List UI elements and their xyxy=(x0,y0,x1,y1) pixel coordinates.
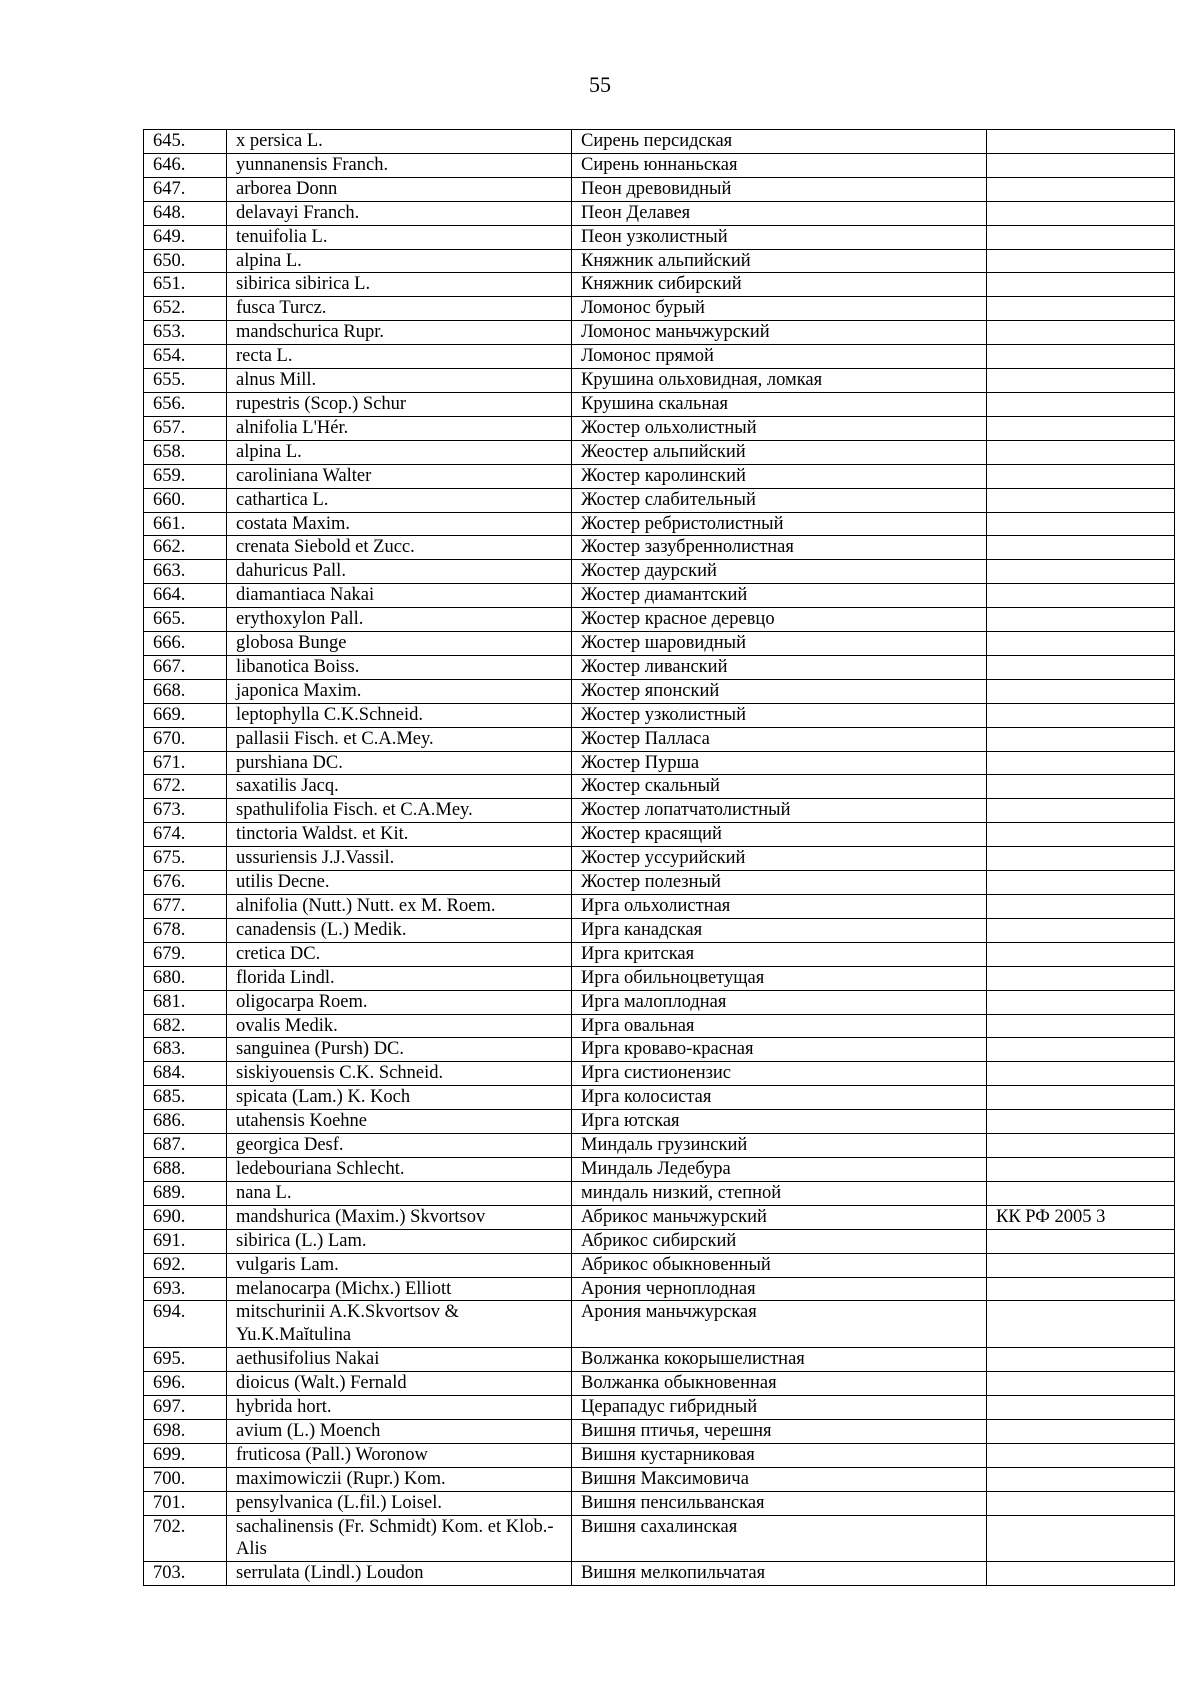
status-note-cell xyxy=(987,1134,1175,1158)
table-row xyxy=(144,1205,1175,1229)
russian-name-cell: Ирга ольхолистная xyxy=(572,895,987,919)
table-row xyxy=(144,895,1175,919)
latin-name-cell: tenuifolia L. xyxy=(227,225,572,249)
latin-name-cell: pensylvanica (L.fil.) Loisel. xyxy=(227,1491,572,1515)
row-number-cell: 692. xyxy=(144,1253,227,1277)
table-row xyxy=(144,321,1175,345)
status-note-cell xyxy=(987,512,1175,536)
table-row xyxy=(144,1562,1175,1586)
status-note-cell xyxy=(987,488,1175,512)
russian-name-cell: Ломонос бурый xyxy=(572,297,987,321)
status-note-cell xyxy=(987,584,1175,608)
status-note-cell xyxy=(987,416,1175,440)
latin-name-cell: avium (L.) Moench xyxy=(227,1419,572,1443)
latin-name-cell: utahensis Koehne xyxy=(227,1110,572,1134)
table-row xyxy=(144,225,1175,249)
latin-name-cell: libanotica Boiss. xyxy=(227,655,572,679)
russian-name-cell: Ирга систионензис xyxy=(572,1062,987,1086)
table-row xyxy=(144,560,1175,584)
table-row xyxy=(144,1014,1175,1038)
row-number-cell: 668. xyxy=(144,679,227,703)
table-row xyxy=(144,1348,1175,1372)
row-number-cell: 682. xyxy=(144,1014,227,1038)
status-note-cell xyxy=(987,1086,1175,1110)
row-number-cell: 683. xyxy=(144,1038,227,1062)
latin-name-cell: sibirica (L.) Lam. xyxy=(227,1229,572,1253)
table-row xyxy=(144,1229,1175,1253)
row-number-cell: 658. xyxy=(144,440,227,464)
status-note-cell xyxy=(987,1157,1175,1181)
row-number-cell: 689. xyxy=(144,1181,227,1205)
latin-name-cell: erythoxylon Pall. xyxy=(227,608,572,632)
status-note-cell xyxy=(987,1253,1175,1277)
russian-name-cell: Миндаль Ледебура xyxy=(572,1157,987,1181)
latin-name-cell: leptophylla C.K.Schneid. xyxy=(227,703,572,727)
status-note-cell xyxy=(987,392,1175,416)
row-number-cell: 669. xyxy=(144,703,227,727)
russian-name-cell: Жостер узколистный xyxy=(572,703,987,727)
status-note-cell xyxy=(987,536,1175,560)
status-note-cell xyxy=(987,751,1175,775)
latin-name-cell: fruticosa (Pall.) Woronow xyxy=(227,1443,572,1467)
status-note-cell xyxy=(987,895,1175,919)
row-number-cell: 686. xyxy=(144,1110,227,1134)
latin-name-cell: costata Maxim. xyxy=(227,512,572,536)
status-note-cell xyxy=(987,201,1175,225)
table-row xyxy=(144,1301,1175,1348)
table-row xyxy=(144,464,1175,488)
table-row xyxy=(144,1443,1175,1467)
russian-name-cell: Ирга овальная xyxy=(572,1014,987,1038)
russian-name-cell: Абрикос маньчжурский xyxy=(572,1205,987,1229)
row-number-cell: 660. xyxy=(144,488,227,512)
table-row xyxy=(144,273,1175,297)
status-note-cell xyxy=(987,153,1175,177)
status-note-cell xyxy=(987,1396,1175,1420)
row-number-cell: 703. xyxy=(144,1562,227,1586)
latin-name-cell: hybrida hort. xyxy=(227,1396,572,1420)
row-number-cell: 700. xyxy=(144,1467,227,1491)
row-number-cell: 696. xyxy=(144,1372,227,1396)
table-row xyxy=(144,1467,1175,1491)
latin-name-cell: tinctoria Waldst. et Kit. xyxy=(227,823,572,847)
latin-name-cell: caroliniana Walter xyxy=(227,464,572,488)
row-number-cell: 677. xyxy=(144,895,227,919)
row-number-cell: 690. xyxy=(144,1205,227,1229)
russian-name-cell: Пеон Делавея xyxy=(572,201,987,225)
row-number-cell: 654. xyxy=(144,345,227,369)
row-number-cell: 685. xyxy=(144,1086,227,1110)
latin-name-cell: delavayi Franch. xyxy=(227,201,572,225)
status-note-cell xyxy=(987,727,1175,751)
latin-name-cell: vulgaris Lam. xyxy=(227,1253,572,1277)
table-row xyxy=(144,345,1175,369)
row-number-cell: 653. xyxy=(144,321,227,345)
latin-name-cell: mitschurinii A.K.Skvortsov & Yu.K.Maĭtulina xyxy=(227,1301,572,1348)
table-row xyxy=(144,727,1175,751)
status-note-cell xyxy=(987,1062,1175,1086)
russian-name-cell: Вишня птичья, черешня xyxy=(572,1419,987,1443)
status-note-cell xyxy=(987,775,1175,799)
table-row xyxy=(144,1181,1175,1205)
latin-name-cell: saxatilis Jacq. xyxy=(227,775,572,799)
status-note-cell xyxy=(987,464,1175,488)
status-note-cell xyxy=(987,1348,1175,1372)
latin-name-cell: pallasii Fisch. et C.A.Mey. xyxy=(227,727,572,751)
russian-name-cell: Жостер Пурша xyxy=(572,751,987,775)
russian-name-cell: Ирга малоплодная xyxy=(572,990,987,1014)
latin-name-cell: alpina L. xyxy=(227,440,572,464)
table-row xyxy=(144,1038,1175,1062)
table-row xyxy=(144,966,1175,990)
row-number-cell: 691. xyxy=(144,1229,227,1253)
latin-name-cell: crenata Siebold et Zucc. xyxy=(227,536,572,560)
status-note-cell xyxy=(987,1562,1175,1586)
row-number-cell: 697. xyxy=(144,1396,227,1420)
table-row xyxy=(144,1491,1175,1515)
table-row xyxy=(144,1372,1175,1396)
russian-name-cell: Арония черноплодная xyxy=(572,1277,987,1301)
table-row xyxy=(144,1134,1175,1158)
latin-name-cell: melanocarpa (Michx.) Elliott xyxy=(227,1277,572,1301)
russian-name-cell: Волжанка кокорышелистная xyxy=(572,1348,987,1372)
latin-name-cell: yunnanensis Franch. xyxy=(227,153,572,177)
table-row xyxy=(144,632,1175,656)
status-note-cell xyxy=(987,679,1175,703)
russian-name-cell: Жостер ребристолистный xyxy=(572,512,987,536)
status-note-cell xyxy=(987,345,1175,369)
status-note-cell xyxy=(987,225,1175,249)
row-number-cell: 652. xyxy=(144,297,227,321)
row-number-cell: 680. xyxy=(144,966,227,990)
row-number-cell: 676. xyxy=(144,871,227,895)
table-row xyxy=(144,201,1175,225)
status-note-cell xyxy=(987,703,1175,727)
table-row xyxy=(144,249,1175,273)
row-number-cell: 656. xyxy=(144,392,227,416)
russian-name-cell: Крушина ольховидная, ломкая xyxy=(572,369,987,393)
species-table xyxy=(143,129,1175,1586)
table-row xyxy=(144,1086,1175,1110)
table-row xyxy=(144,512,1175,536)
russian-name-cell: Вишня сахалинская xyxy=(572,1515,987,1562)
latin-name-cell: oligocarpa Roem. xyxy=(227,990,572,1014)
status-note-cell xyxy=(987,1515,1175,1562)
status-note-cell xyxy=(987,1014,1175,1038)
row-number-cell: 695. xyxy=(144,1348,227,1372)
table-row xyxy=(144,608,1175,632)
russian-name-cell: Жостер каролинский xyxy=(572,464,987,488)
page-number: 55 xyxy=(589,72,611,97)
russian-name-cell: Жостер даурский xyxy=(572,560,987,584)
russian-name-cell: Абрикос обыкновенный xyxy=(572,1253,987,1277)
table-row xyxy=(144,369,1175,393)
table-row xyxy=(144,942,1175,966)
status-note-cell xyxy=(987,321,1175,345)
russian-name-cell: Ирга кроваво-красная xyxy=(572,1038,987,1062)
table-row xyxy=(144,440,1175,464)
latin-name-cell: rupestris (Scop.) Schur xyxy=(227,392,572,416)
status-note-cell xyxy=(987,655,1175,679)
table-row xyxy=(144,655,1175,679)
row-number-cell: 688. xyxy=(144,1157,227,1181)
row-number-cell: 663. xyxy=(144,560,227,584)
status-note-cell xyxy=(987,1491,1175,1515)
latin-name-cell: spicata (Lam.) K. Koch xyxy=(227,1086,572,1110)
row-number-cell: 670. xyxy=(144,727,227,751)
latin-name-cell: serrulata (Lindl.) Loudon xyxy=(227,1562,572,1586)
row-number-cell: 661. xyxy=(144,512,227,536)
latin-name-cell: dahuricus Pall. xyxy=(227,560,572,584)
table-row xyxy=(144,1419,1175,1443)
russian-name-cell: Жостер слабительный xyxy=(572,488,987,512)
table-row xyxy=(144,847,1175,871)
status-note-cell xyxy=(987,297,1175,321)
row-number-cell: 646. xyxy=(144,153,227,177)
russian-name-cell: Абрикос сибирский xyxy=(572,1229,987,1253)
row-number-cell: 662. xyxy=(144,536,227,560)
status-note-cell xyxy=(987,130,1175,154)
latin-name-cell: fusca Turcz. xyxy=(227,297,572,321)
row-number-cell: 693. xyxy=(144,1277,227,1301)
latin-name-cell: mandschurica Rupr. xyxy=(227,321,572,345)
row-number-cell: 659. xyxy=(144,464,227,488)
table-row xyxy=(144,751,1175,775)
row-number-cell: 679. xyxy=(144,942,227,966)
russian-name-cell: миндаль низкий, степной xyxy=(572,1181,987,1205)
status-note-cell xyxy=(987,1467,1175,1491)
table-row xyxy=(144,775,1175,799)
row-number-cell: 665. xyxy=(144,608,227,632)
russian-name-cell: Княжник альпийский xyxy=(572,249,987,273)
table-row xyxy=(144,1277,1175,1301)
russian-name-cell: Ирга ютская xyxy=(572,1110,987,1134)
russian-name-cell: Жостер зазубреннолистная xyxy=(572,536,987,560)
status-note-cell xyxy=(987,177,1175,201)
latin-name-cell: alnifolia L'Hér. xyxy=(227,416,572,440)
table-row xyxy=(144,918,1175,942)
row-number-cell: 678. xyxy=(144,918,227,942)
latin-name-cell: nana L. xyxy=(227,1181,572,1205)
table-row xyxy=(144,679,1175,703)
table-row xyxy=(144,799,1175,823)
latin-name-cell: cretica DC. xyxy=(227,942,572,966)
row-number-cell: 648. xyxy=(144,201,227,225)
latin-name-cell: x persica L. xyxy=(227,130,572,154)
row-number-cell: 673. xyxy=(144,799,227,823)
table-row xyxy=(144,703,1175,727)
row-number-cell: 674. xyxy=(144,823,227,847)
russian-name-cell: Сирень юннаньская xyxy=(572,153,987,177)
row-number-cell: 694. xyxy=(144,1301,227,1348)
latin-name-cell: spathulifolia Fisch. et C.A.Mey. xyxy=(227,799,572,823)
latin-name-cell: dioicus (Walt.) Fernald xyxy=(227,1372,572,1396)
latin-name-cell: florida Lindl. xyxy=(227,966,572,990)
row-number-cell: 655. xyxy=(144,369,227,393)
status-note-cell xyxy=(987,823,1175,847)
latin-name-cell: siskiyouensis C.K. Schneid. xyxy=(227,1062,572,1086)
latin-name-cell: maximowiczii (Rupr.) Kom. xyxy=(227,1467,572,1491)
russian-name-cell: Пеон узколистный xyxy=(572,225,987,249)
latin-name-cell: ledebouriana Schlecht. xyxy=(227,1157,572,1181)
russian-name-cell: Церападус гибридный xyxy=(572,1396,987,1420)
latin-name-cell: alnus Mill. xyxy=(227,369,572,393)
row-number-cell: 667. xyxy=(144,655,227,679)
russian-name-cell: Сирень персидская xyxy=(572,130,987,154)
status-note-cell xyxy=(987,249,1175,273)
russian-name-cell: Жостер скальный xyxy=(572,775,987,799)
row-number-cell: 650. xyxy=(144,249,227,273)
russian-name-cell: Вишня пенсильванская xyxy=(572,1491,987,1515)
table-row xyxy=(144,1062,1175,1086)
latin-name-cell: mandshurica (Maxim.) Skvortsov xyxy=(227,1205,572,1229)
table-row xyxy=(144,1157,1175,1181)
latin-name-cell: diamantiaca Nakai xyxy=(227,584,572,608)
russian-name-cell: Вишня Максимовича xyxy=(572,1467,987,1491)
row-number-cell: 664. xyxy=(144,584,227,608)
latin-name-cell: ovalis Medik. xyxy=(227,1014,572,1038)
russian-name-cell: Вишня мелкопильчатая xyxy=(572,1562,987,1586)
russian-name-cell: Пеон древовидный xyxy=(572,177,987,201)
status-note-cell xyxy=(987,1110,1175,1134)
row-number-cell: 684. xyxy=(144,1062,227,1086)
russian-name-cell: Вишня кустарниковая xyxy=(572,1443,987,1467)
status-note-cell xyxy=(987,918,1175,942)
latin-name-cell: cathartica L. xyxy=(227,488,572,512)
status-note-cell xyxy=(987,1419,1175,1443)
table-row xyxy=(144,177,1175,201)
status-note-cell xyxy=(987,440,1175,464)
table-row xyxy=(144,416,1175,440)
russian-name-cell: Жостер уссурийский xyxy=(572,847,987,871)
russian-name-cell: Жостер ливанский xyxy=(572,655,987,679)
latin-name-cell: utilis Decne. xyxy=(227,871,572,895)
russian-name-cell: Ирга обильноцветущая xyxy=(572,966,987,990)
row-number-cell: 699. xyxy=(144,1443,227,1467)
russian-name-cell: Жостер полезный xyxy=(572,871,987,895)
russian-name-cell: Жостер ольхолистный xyxy=(572,416,987,440)
table-row xyxy=(144,1253,1175,1277)
russian-name-cell: Жостер Палласа xyxy=(572,727,987,751)
status-note-cell xyxy=(987,966,1175,990)
table-row xyxy=(144,1110,1175,1134)
status-note-cell: КК РФ 2005 3 xyxy=(987,1205,1175,1229)
latin-name-cell: sanguinea (Pursh) DC. xyxy=(227,1038,572,1062)
latin-name-cell: sachalinensis (Fr. Schmidt) Kom. et Klob.-Alis xyxy=(227,1515,572,1562)
row-number-cell: 687. xyxy=(144,1134,227,1158)
latin-name-cell: aethusifolius Nakai xyxy=(227,1348,572,1372)
row-number-cell: 647. xyxy=(144,177,227,201)
status-note-cell xyxy=(987,942,1175,966)
table-row xyxy=(144,1396,1175,1420)
russian-name-cell: Ирга канадская xyxy=(572,918,987,942)
table-row xyxy=(144,297,1175,321)
latin-name-cell: alpina L. xyxy=(227,249,572,273)
status-note-cell xyxy=(987,1229,1175,1253)
status-note-cell xyxy=(987,369,1175,393)
latin-name-cell: sibirica sibirica L. xyxy=(227,273,572,297)
latin-name-cell: purshiana DC. xyxy=(227,751,572,775)
russian-name-cell: Жостер шаровидный xyxy=(572,632,987,656)
latin-name-cell: georgica Desf. xyxy=(227,1134,572,1158)
status-note-cell xyxy=(987,1443,1175,1467)
status-note-cell xyxy=(987,1181,1175,1205)
row-number-cell: 651. xyxy=(144,273,227,297)
row-number-cell: 672. xyxy=(144,775,227,799)
status-note-cell xyxy=(987,632,1175,656)
russian-name-cell: Жостер красящий xyxy=(572,823,987,847)
status-note-cell xyxy=(987,1277,1175,1301)
latin-name-cell: globosa Bunge xyxy=(227,632,572,656)
russian-name-cell: Ирга критская xyxy=(572,942,987,966)
russian-name-cell: Арония маньчжурская xyxy=(572,1301,987,1348)
russian-name-cell: Волжанка обыкновенная xyxy=(572,1372,987,1396)
status-note-cell xyxy=(987,990,1175,1014)
status-note-cell xyxy=(987,799,1175,823)
status-note-cell xyxy=(987,1301,1175,1348)
status-note-cell xyxy=(987,871,1175,895)
russian-name-cell: Ломонос маньчжурский xyxy=(572,321,987,345)
row-number-cell: 649. xyxy=(144,225,227,249)
row-number-cell: 671. xyxy=(144,751,227,775)
table-row xyxy=(144,823,1175,847)
latin-name-cell: japonica Maxim. xyxy=(227,679,572,703)
status-note-cell xyxy=(987,273,1175,297)
row-number-cell: 657. xyxy=(144,416,227,440)
row-number-cell: 666. xyxy=(144,632,227,656)
species-table-body xyxy=(144,130,1175,1586)
table-row xyxy=(144,871,1175,895)
russian-name-cell: Жостер диамантский xyxy=(572,584,987,608)
row-number-cell: 702. xyxy=(144,1515,227,1562)
latin-name-cell: recta L. xyxy=(227,345,572,369)
latin-name-cell: canadensis (L.) Medik. xyxy=(227,918,572,942)
table-row xyxy=(144,1515,1175,1562)
russian-name-cell: Жостер красное деревцо xyxy=(572,608,987,632)
status-note-cell xyxy=(987,608,1175,632)
russian-name-cell: Жеостер альпийский xyxy=(572,440,987,464)
latin-name-cell: arborea Donn xyxy=(227,177,572,201)
russian-name-cell: Жостер японский xyxy=(572,679,987,703)
russian-name-cell: Крушина скальная xyxy=(572,392,987,416)
table-row xyxy=(144,488,1175,512)
table-row xyxy=(144,392,1175,416)
row-number-cell: 701. xyxy=(144,1491,227,1515)
table-row xyxy=(144,990,1175,1014)
status-note-cell xyxy=(987,560,1175,584)
row-number-cell: 675. xyxy=(144,847,227,871)
russian-name-cell: Ирга колосистая xyxy=(572,1086,987,1110)
table-row xyxy=(144,584,1175,608)
table-row xyxy=(144,153,1175,177)
table-row xyxy=(144,536,1175,560)
row-number-cell: 681. xyxy=(144,990,227,1014)
status-note-cell xyxy=(987,847,1175,871)
russian-name-cell: Жостер лопатчатолистный xyxy=(572,799,987,823)
russian-name-cell: Княжник сибирский xyxy=(572,273,987,297)
latin-name-cell: alnifolia (Nutt.) Nutt. ex M. Roem. xyxy=(227,895,572,919)
status-note-cell xyxy=(987,1372,1175,1396)
row-number-cell: 645. xyxy=(144,130,227,154)
latin-name-cell: ussuriensis J.J.Vassil. xyxy=(227,847,572,871)
russian-name-cell: Миндаль грузинский xyxy=(572,1134,987,1158)
table-row xyxy=(144,130,1175,154)
status-note-cell xyxy=(987,1038,1175,1062)
russian-name-cell: Ломонос прямой xyxy=(572,345,987,369)
row-number-cell: 698. xyxy=(144,1419,227,1443)
